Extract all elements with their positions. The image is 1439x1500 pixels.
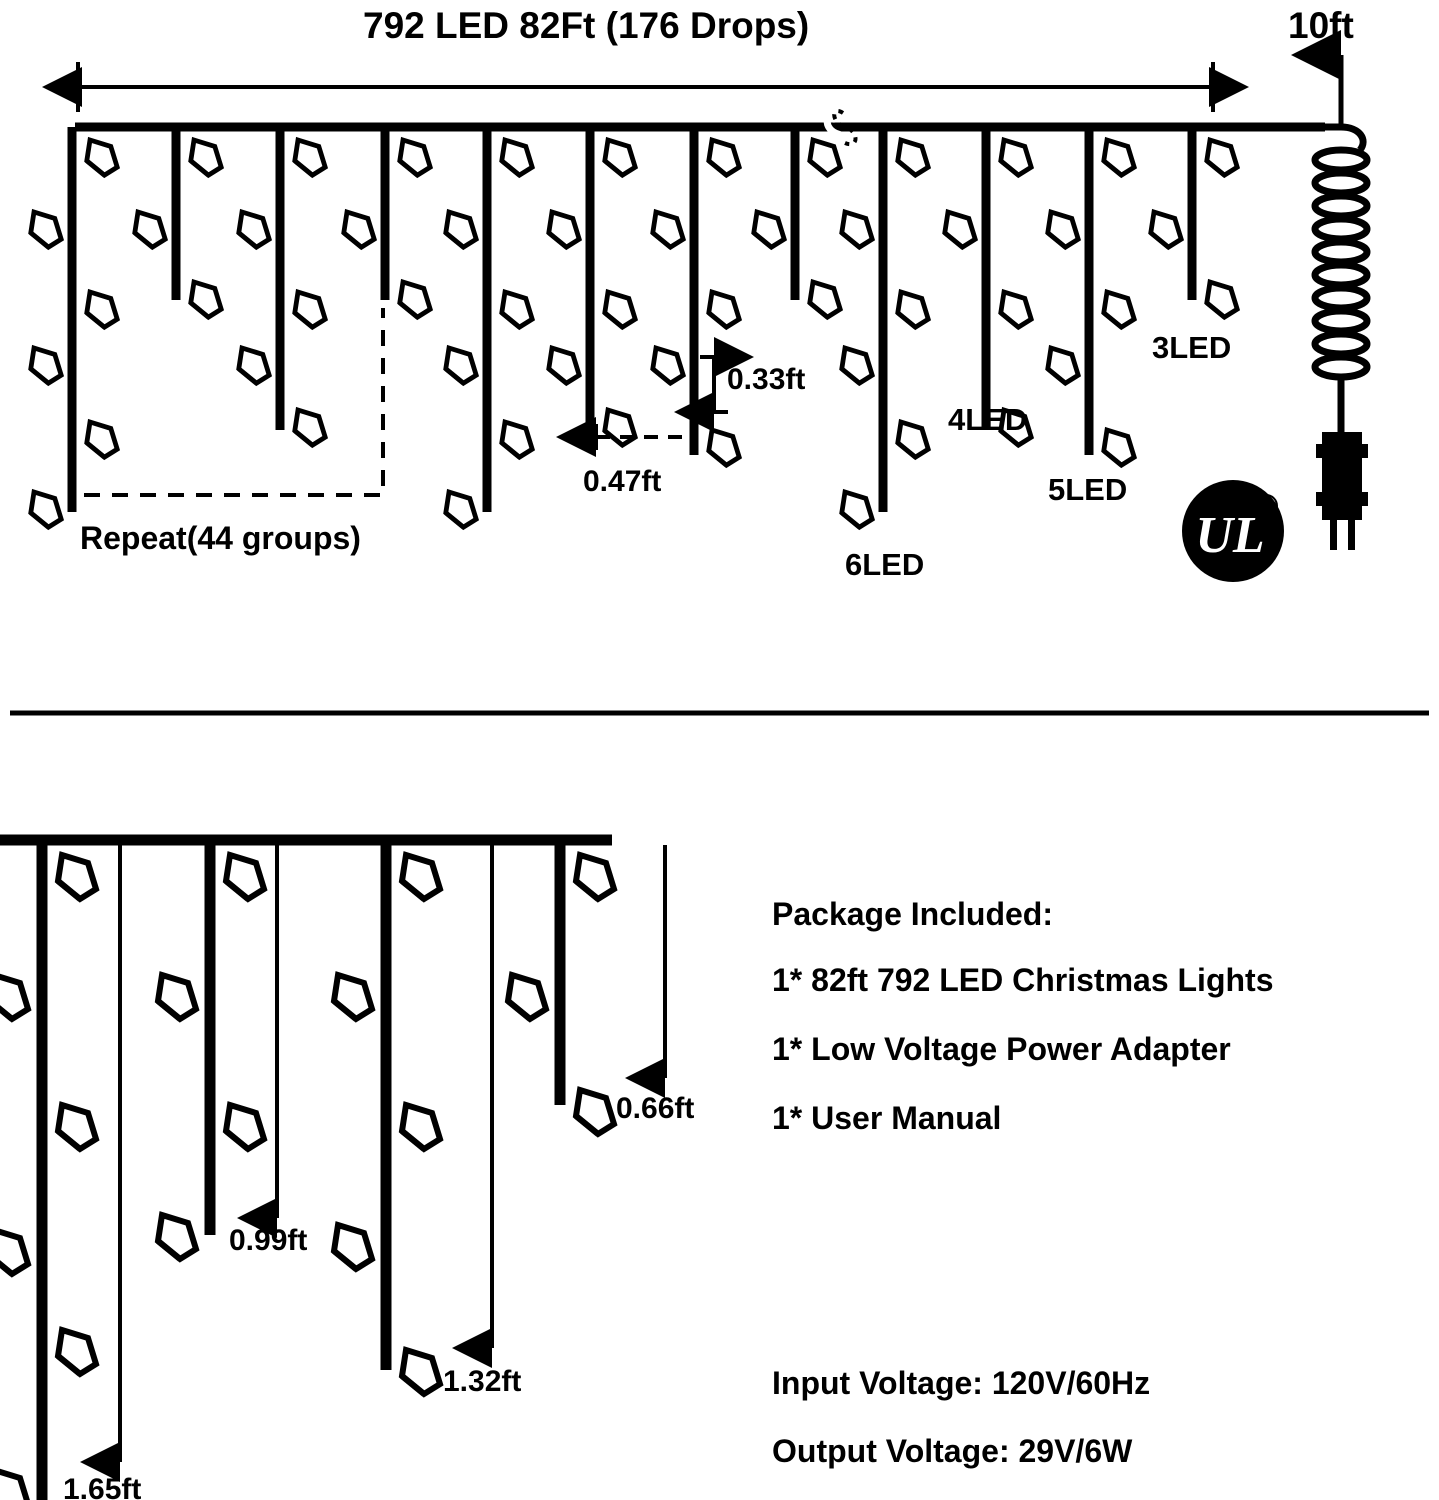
repeat-group-box — [84, 308, 383, 495]
drop-strand — [754, 127, 840, 317]
repeat-group-label: Repeat(44 groups) — [80, 520, 361, 556]
package-item: 1* 82ft 792 LED Christmas Lights — [772, 962, 1274, 998]
ul-certification-icon — [1180, 478, 1286, 584]
drop-6led-label: 6LED — [845, 547, 925, 582]
drop-3led-label: 3LED — [1152, 330, 1232, 365]
detail-drop-132-label: 1.32ft — [443, 1365, 522, 1398]
vertical-spacing-label: 0.33ft — [727, 363, 806, 396]
drop-strand — [344, 127, 430, 317]
power-cord-coil — [1315, 127, 1367, 432]
drop-strand — [31, 127, 117, 527]
output-voltage-spec: Output Voltage: 29V/6W — [772, 1433, 1133, 1469]
package-item: 1* Low Voltage Power Adapter — [772, 1031, 1231, 1067]
drop-strand — [239, 127, 325, 445]
drop-strand — [446, 127, 532, 527]
lead-length-label: 10ft — [1288, 5, 1354, 46]
detail-measure-arrows — [120, 845, 665, 1462]
page-title: 792 LED 82Ft (176 Drops) — [363, 5, 810, 46]
package-heading: Package Included: — [772, 896, 1053, 932]
detail-drop-099-label: 0.99ft — [229, 1224, 308, 1257]
detail-drop-066-label: 0.66ft — [616, 1092, 695, 1125]
detail-drop-165 — [0, 840, 96, 1500]
svg-text:UL: UL — [1195, 507, 1265, 564]
drop-strand — [549, 127, 635, 445]
top-width-dimension — [78, 62, 1213, 112]
detail-drop-165-label: 1.65ft — [63, 1473, 142, 1500]
power-adapter — [1316, 432, 1368, 550]
drop-4led-label: 4LED — [948, 402, 1028, 437]
vertical-spacing-dimension — [700, 357, 728, 412]
package-item: 1* User Manual — [772, 1100, 1002, 1136]
input-voltage-spec: Input Voltage: 120V/60Hz — [772, 1365, 1151, 1401]
drop-strand-6led — [842, 127, 928, 527]
detail-drop-099 — [158, 840, 264, 1259]
horizontal-spacing-label: 0.47ft — [583, 465, 662, 498]
drop-strand-4led — [945, 127, 1031, 445]
detail-drop-066 — [508, 840, 614, 1134]
drop-strand-reference — [653, 127, 739, 465]
drop-strand — [135, 127, 221, 317]
svg-text:R: R — [1260, 499, 1272, 516]
drop-strand-3led — [1151, 127, 1237, 317]
drop-5led-label: 5LED — [1048, 472, 1128, 507]
drop-strand-5led — [1048, 127, 1134, 465]
detail-drop-132 — [334, 840, 440, 1394]
